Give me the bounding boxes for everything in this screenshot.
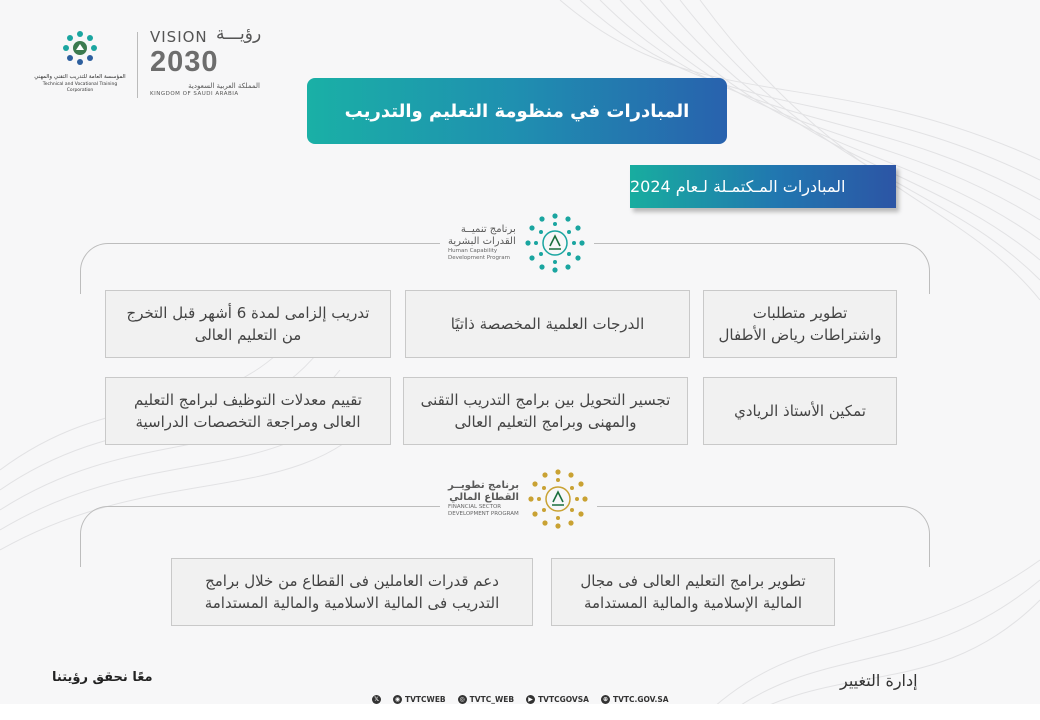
footer-bar <box>0 704 1040 720</box>
instagram-icon: ◎ <box>459 695 465 703</box>
website-icon: ⊕ <box>602 695 608 703</box>
program-name <box>448 224 516 262</box>
financial-sector-emblem-icon <box>527 468 589 530</box>
program-name-ar-line1: برنامج تنميــة <box>460 224 516 235</box>
program-name-en-line2: Development Program <box>448 255 510 261</box>
tvtc-emblem-icon <box>60 28 100 68</box>
social-link-instagram[interactable] <box>458 695 514 704</box>
vision-country-en: KINGDOM OF SAUDI ARABIA <box>150 91 239 97</box>
program-logo-financial-sector <box>440 468 597 530</box>
vision-word-en: VISION <box>150 28 208 46</box>
page-title: المبادرات في منظومة التعليم والتدريب <box>307 78 727 144</box>
program-name-en-line2: DEVELOPMENT PROGRAM <box>448 511 519 517</box>
tvtc-logo <box>30 28 130 100</box>
social-link-website[interactable] <box>601 695 669 704</box>
social-label: TVTCGOVSA <box>538 694 589 704</box>
section-subtitle: المبادرات المـكتمـلة لـعام 2024 <box>630 165 896 208</box>
program-name-en-line1: Human Capability <box>448 248 498 254</box>
department-name: إدارة التغيير <box>840 671 918 690</box>
vision-year: 2030 <box>150 46 219 78</box>
social-label: TVTCWEB <box>405 694 446 704</box>
footer-slogan: معًا نحقق رؤيتنا <box>52 670 153 685</box>
initiative-card: دعم قدرات العاملين فى القطاع من خلال برامج التدريب فى المالية الاسلامية والمالية المستدامة <box>171 558 533 626</box>
logo-divider <box>137 32 138 98</box>
program-name-en-line1: FINANCIAL SECTOR <box>448 504 502 510</box>
initiative-card: الدرجات العلمية المخصصة ذاتيًا <box>405 290 690 358</box>
initiative-card: تجسير التحويل بين برامج التدريب التقنى والمهنى وبرامج التعليم العالى <box>403 377 688 445</box>
program-name-ar-line2: القطاع المالي <box>449 492 519 503</box>
initiative-card: تدريب إلزامى لمدة 6 أشهر قبل التخرج من التعليم العالى <box>105 290 391 358</box>
vision-2030-logo <box>150 24 262 98</box>
social-link-snapchat[interactable] <box>393 695 446 704</box>
social-link-youtube[interactable] <box>526 695 589 704</box>
snapchat-icon: ◉ <box>394 695 401 703</box>
human-capability-emblem-icon <box>524 212 586 274</box>
social-links <box>372 692 669 706</box>
vision-country-ar: المملكة العربية السعودية <box>188 82 260 90</box>
vision-word-ar: رؤيـــة <box>216 24 262 44</box>
initiative-card: تقييم معدلات التوظيف لبرامج التعليم العالى ومراجعة التخصصات الدراسية <box>105 377 391 445</box>
youtube-icon: ▶ <box>526 695 535 704</box>
program-name-ar-line2: القدرات البشرية <box>448 236 516 247</box>
tvtc-name-en: Technical and Vocational Training Corporation <box>42 82 118 93</box>
program-logo-human-capability <box>440 212 594 274</box>
initiative-card: تمكين الأستاذ الريادي <box>703 377 897 445</box>
tvtc-name-ar: المؤسسة العامة للتدريب التقني والمهني <box>34 74 126 80</box>
social-link-x[interactable] <box>372 695 381 704</box>
social-label: TVTC.GOV.SA <box>612 694 669 704</box>
initiative-card: تطوير متطلبات واشتراطات رياض الأطفال <box>703 290 897 358</box>
program-name-ar-line1: برنامج تطويــر <box>448 480 519 491</box>
social-label: TVTC_WEB <box>469 694 515 704</box>
x-icon: 𝕏 <box>372 695 381 704</box>
initiative-card: تطوير برامج التعليم العالى فى مجال المالية الإسلامية والمالية المستدامة <box>551 558 835 626</box>
program-name <box>448 480 519 518</box>
